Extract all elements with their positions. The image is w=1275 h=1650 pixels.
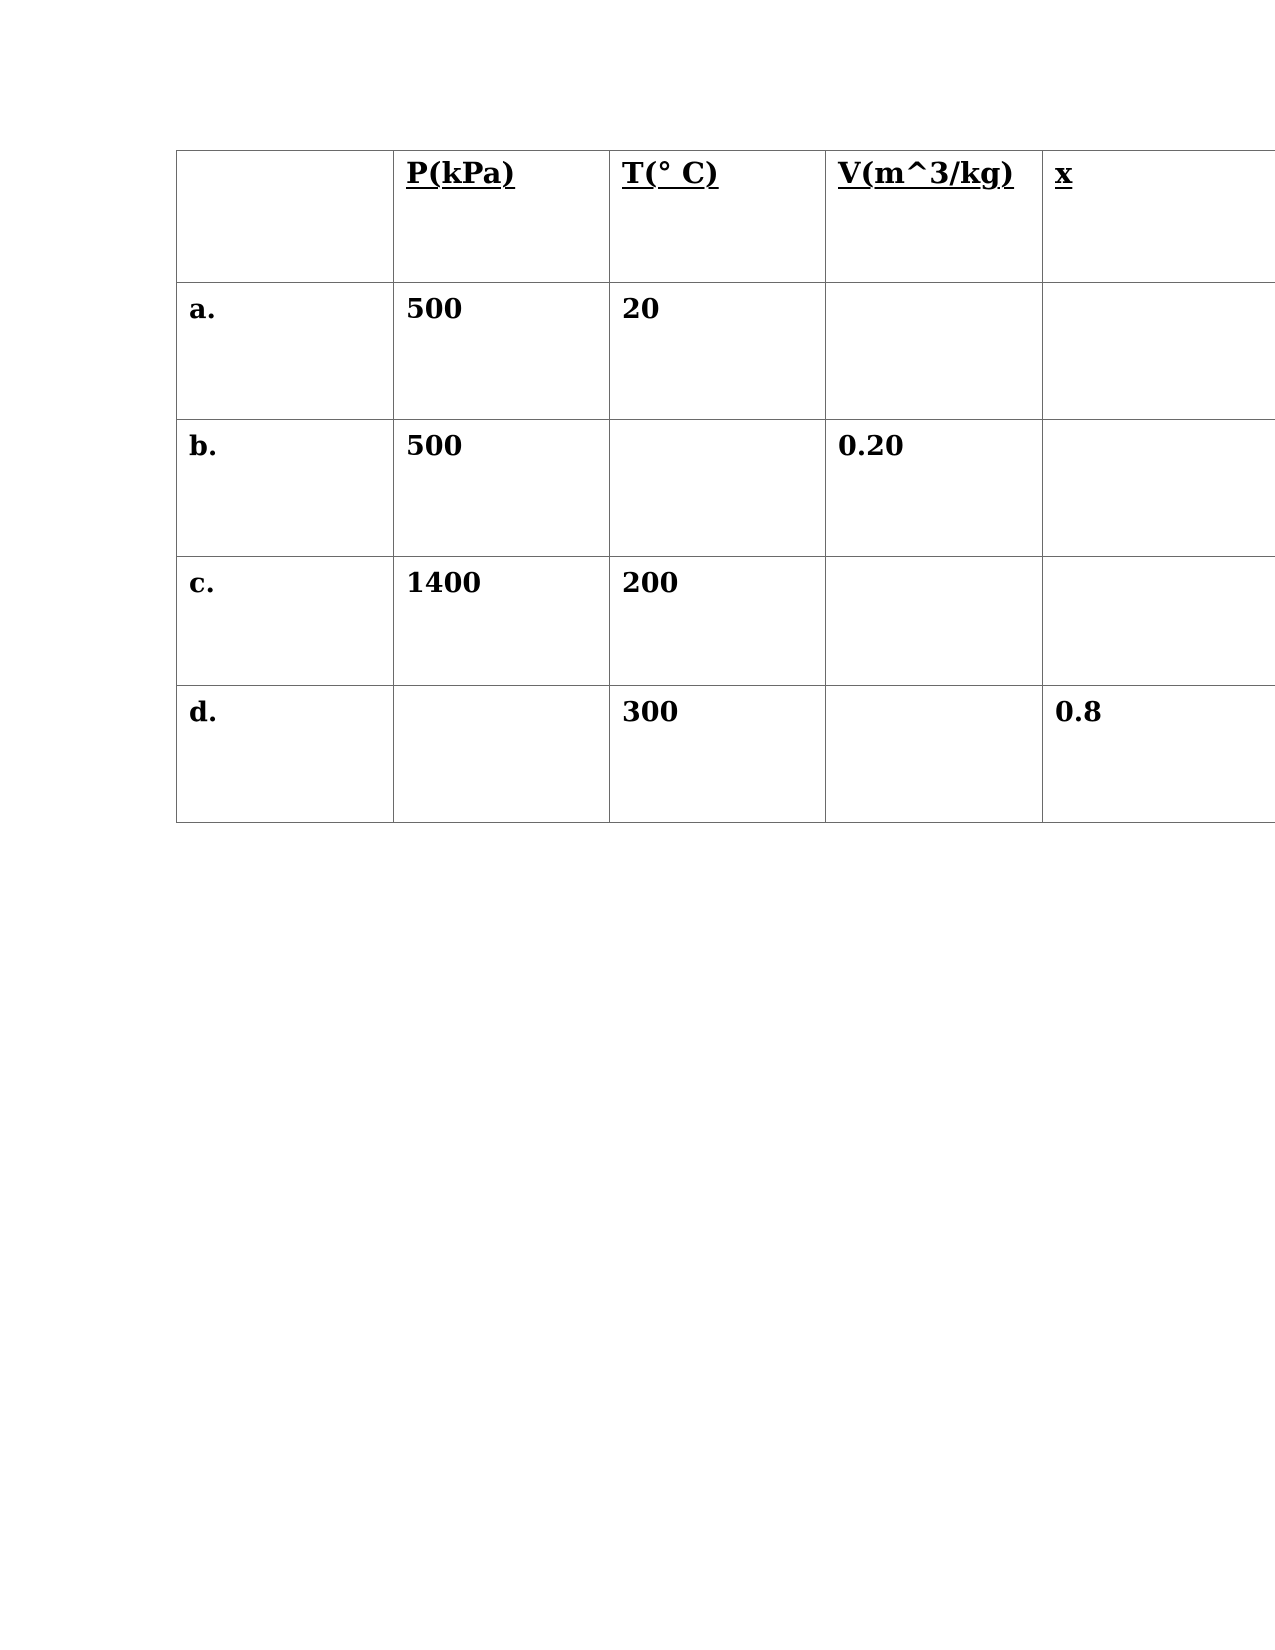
specific-volume-cell: 0.20: [826, 420, 1043, 557]
table-row: [177, 420, 1275, 557]
header-pressure-label: P(kPa): [406, 156, 516, 190]
temperature-cell: 300: [610, 686, 826, 823]
row-label-cell: c.: [177, 557, 394, 686]
temperature-cell: [610, 420, 826, 557]
state-properties-table: [176, 150, 1275, 823]
row-label-cell: b.: [177, 420, 394, 557]
row-label-cell: a.: [177, 283, 394, 420]
pressure-cell: [394, 686, 610, 823]
header-specific-volume-label: V(m^3/kg): [838, 156, 1015, 190]
quality-cell: [1043, 420, 1275, 557]
pressure-cell: 1400: [394, 557, 610, 686]
header-quality-label: x: [1055, 156, 1073, 190]
header-cell-specific-volume: [826, 151, 1043, 283]
table-row: [177, 283, 1275, 420]
temperature-cell: 200: [610, 557, 826, 686]
table-row: [177, 557, 1275, 686]
pressure-cell: 500: [394, 283, 610, 420]
header-cell-blank: [177, 151, 394, 283]
specific-volume-cell: [826, 557, 1043, 686]
header-cell-quality: [1043, 151, 1275, 283]
quality-cell: [1043, 557, 1275, 686]
header-temperature-label: T(° C): [622, 156, 719, 190]
header-cell-temperature: [610, 151, 826, 283]
pressure-cell: 500: [394, 420, 610, 557]
quality-cell: 0.8: [1043, 686, 1275, 823]
table-row: [177, 686, 1275, 823]
header-cell-pressure: [394, 151, 610, 283]
temperature-cell: 20: [610, 283, 826, 420]
quality-cell: [1043, 283, 1275, 420]
specific-volume-cell: [826, 283, 1043, 420]
row-label-cell: d.: [177, 686, 394, 823]
table-header-row: [177, 151, 1275, 283]
specific-volume-cell: [826, 686, 1043, 823]
